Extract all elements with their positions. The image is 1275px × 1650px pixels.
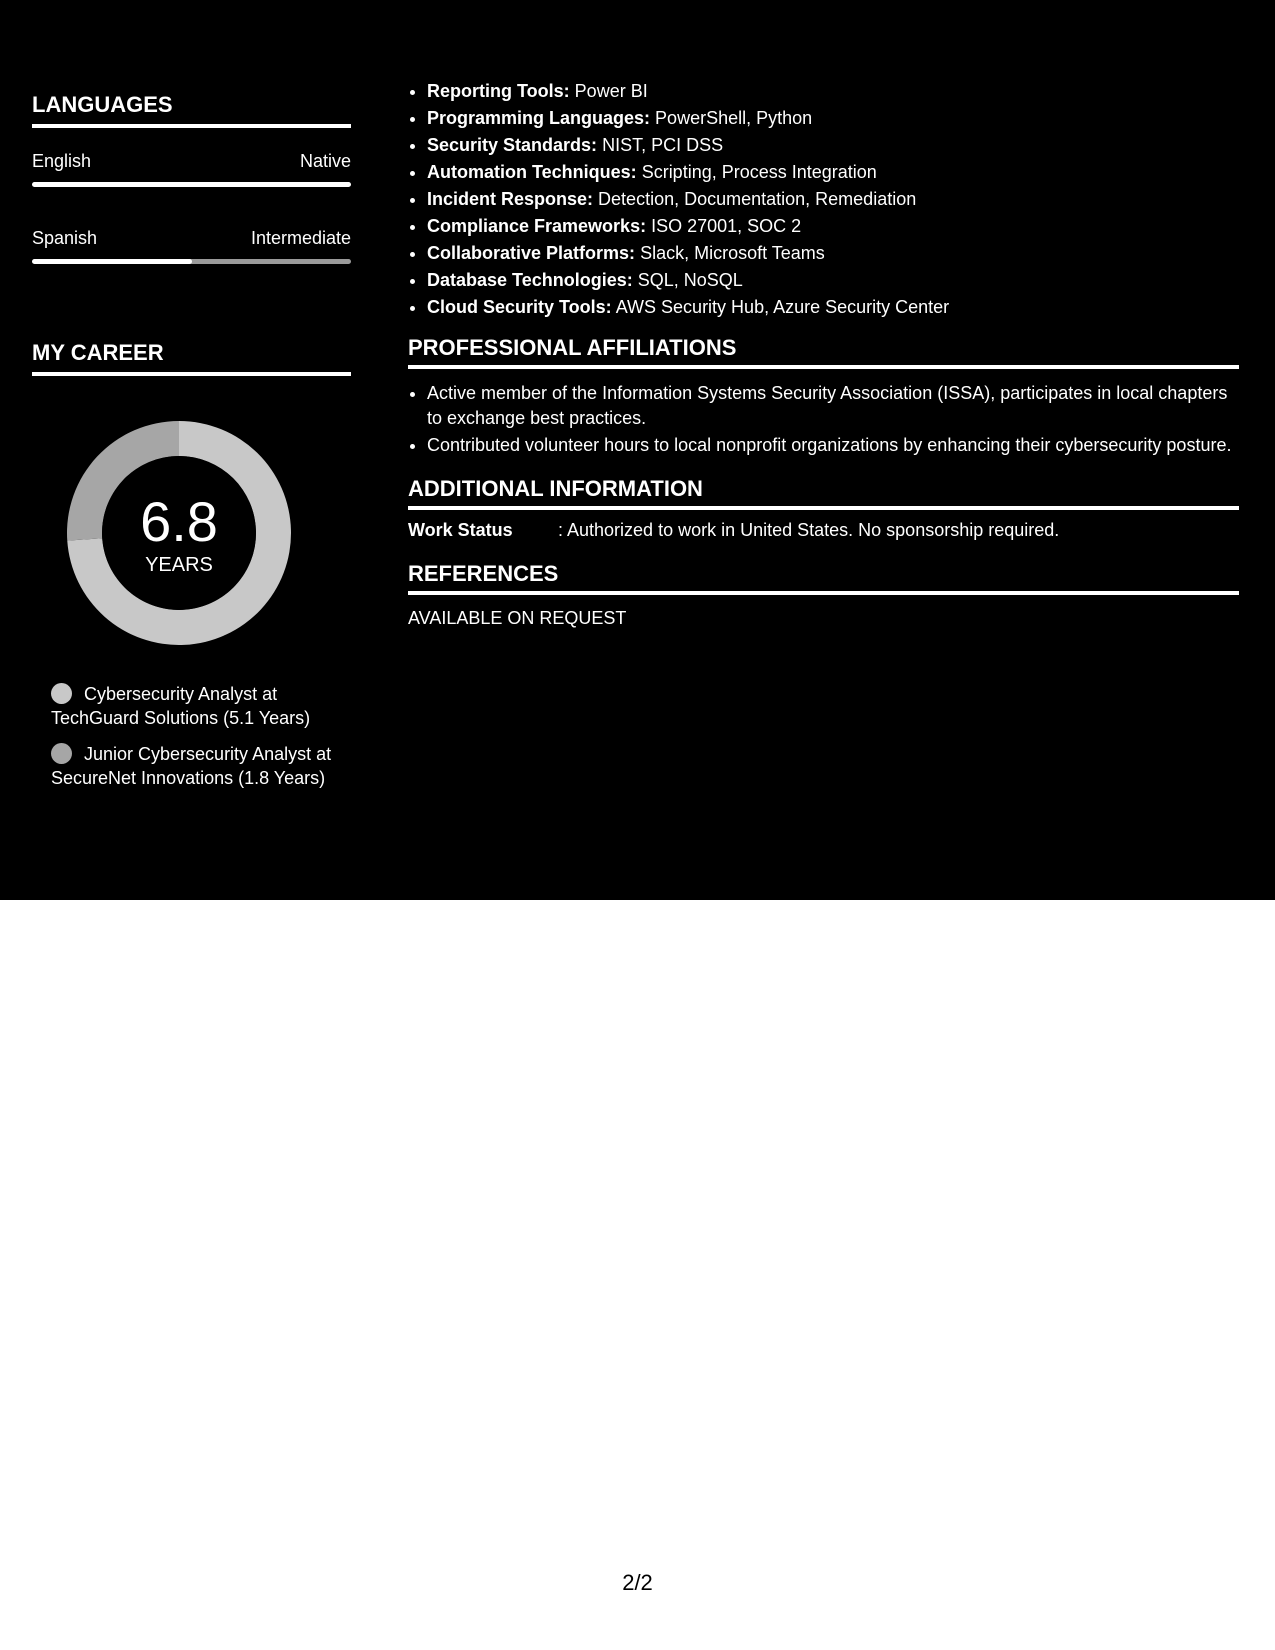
references-heading: REFERENCES (408, 561, 1239, 595)
language-name: Spanish (32, 228, 98, 248)
main-content (408, 78, 1239, 629)
skill-item (427, 294, 1239, 321)
language-item-english (32, 150, 351, 187)
skill-item (427, 105, 1239, 132)
language-proficiency-bar (32, 182, 351, 187)
language-proficiency-bar (32, 259, 351, 264)
work-status-value: : Authorized to work in United States. No sponsorship required. (558, 520, 1060, 540)
skill-label: Cloud Security Tools: (427, 297, 612, 317)
skill-value: Detection, Documentation, Remediation (598, 189, 917, 209)
skill-label: Programming Languages: (427, 108, 651, 128)
career-total-unit: YEARS (145, 554, 213, 576)
career-donut-chart (66, 420, 292, 646)
skill-item (427, 78, 1239, 105)
skill-label: Database Technologies: (427, 270, 633, 290)
language-proficiency-fill (32, 259, 192, 264)
career-legend (51, 682, 341, 790)
skill-value: Scripting, Process Integration (641, 162, 877, 182)
skill-value: AWS Security Hub, Azure Security Center (615, 297, 950, 317)
language-name: English (32, 151, 92, 171)
page-number: 2/2 (622, 1570, 653, 1595)
skill-value: NIST, PCI DSS (602, 135, 724, 155)
language-level: Intermediate (250, 228, 351, 248)
career-legend-label: Junior Cybersecurity Analyst at SecureNet Innovations (1.8 Years) (51, 744, 332, 788)
skill-label: Reporting Tools: (427, 81, 570, 101)
skill-value: ISO 27001, SOC 2 (651, 216, 802, 236)
skill-item (427, 186, 1239, 213)
career-legend-label: Cybersecurity Analyst at TechGuard Solutions (5.1 Years) (51, 684, 311, 728)
affiliations-list (408, 381, 1239, 458)
sidebar (32, 92, 351, 802)
skill-label: Compliance Frameworks: (427, 216, 647, 236)
skill-label: Automation Techniques: (427, 162, 637, 182)
language-level: Native (299, 151, 351, 171)
skill-value: Slack, Microsoft Teams (640, 243, 825, 263)
skill-label: Security Standards: (427, 135, 598, 155)
skill-value: PowerShell, Python (655, 108, 813, 128)
skill-item (427, 159, 1239, 186)
skill-label: Collaborative Platforms: (427, 243, 636, 263)
work-status-row (408, 519, 1239, 541)
skill-item (427, 240, 1239, 267)
career-legend-item (51, 742, 341, 790)
career-heading: MY CAREER (32, 340, 351, 376)
skill-item (427, 267, 1239, 294)
work-status-label: Work Status (408, 520, 513, 540)
skill-item (427, 132, 1239, 159)
language-item-spanish (32, 227, 351, 264)
skill-item (427, 213, 1239, 240)
career-legend-item (51, 682, 341, 730)
additional-info-heading: ADDITIONAL INFORMATION (408, 476, 1239, 510)
career-legend-dot (51, 743, 72, 764)
affiliation-item: • Contributed volunteer hours to local nonprofit organizations by enhancing their cybersecurity posture. (427, 433, 1239, 458)
languages-heading: LANGUAGES (32, 92, 351, 128)
skills-list (408, 78, 1239, 321)
career-total-years: 6.8 (140, 490, 218, 553)
language-proficiency-fill (32, 182, 351, 187)
skill-value: SQL, NoSQL (637, 270, 743, 290)
affiliations-heading: PROFESSIONAL AFFILIATIONS (408, 335, 1239, 369)
skill-label: Incident Response: (427, 189, 594, 209)
references-text: AVAILABLE ON REQUEST (408, 608, 627, 628)
career-legend-dot (51, 683, 72, 704)
affiliation-item: • Active member of the Information Systems Security Association (ISSA), participates in local chapters to exchange best practices. (427, 381, 1239, 431)
skill-value: Power BI (574, 81, 648, 101)
